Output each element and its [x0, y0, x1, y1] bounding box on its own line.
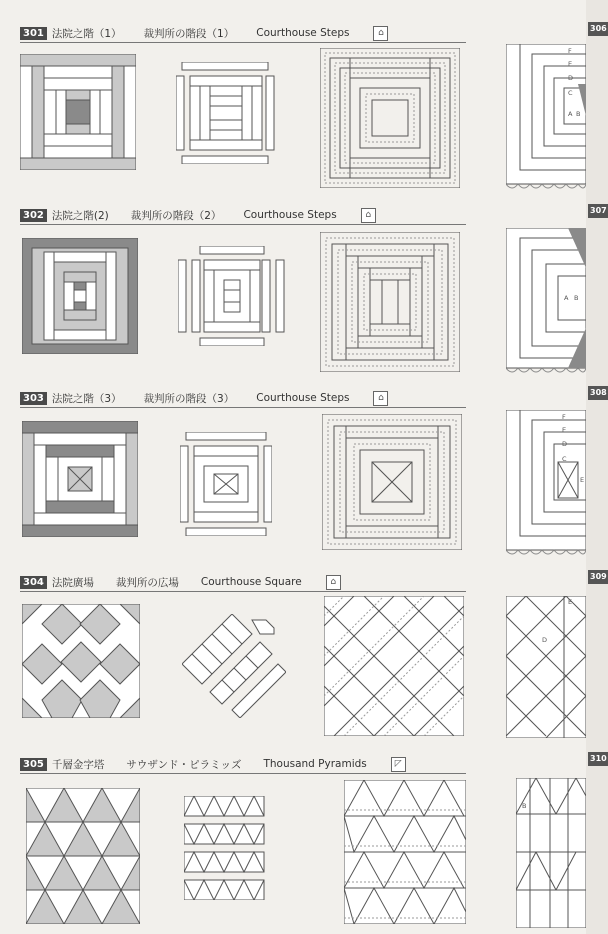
next-page-edge [586, 0, 608, 934]
house-icon: ⌂ [326, 575, 341, 590]
block-302-cutting-diagram [320, 232, 460, 372]
japanese-title: 裁判所の階段（1） [143, 27, 235, 40]
house-icon: ⌂ [373, 26, 388, 41]
block-301-exploded [176, 62, 276, 164]
english-title: Thousand Pyramids [263, 758, 367, 770]
pyramid-icon: ◸ [391, 757, 406, 772]
piece-letter: E [562, 426, 567, 434]
section-number: 302 [20, 209, 47, 222]
section-number: 304 [20, 576, 47, 589]
house-icon: ⌂ [361, 208, 376, 223]
section-number: 305 [20, 758, 47, 771]
english-title: Courthouse Steps [256, 392, 350, 404]
section-header-301 [20, 24, 466, 43]
piece-letter: D [542, 636, 548, 644]
block-302-colored [22, 238, 138, 354]
block-305-colored [26, 788, 140, 924]
piece-letter: C [568, 89, 573, 97]
piece-letter: E [568, 60, 573, 68]
block-305-cutting-diagram [344, 780, 466, 924]
piece-letter: D [568, 74, 574, 82]
template-304-partial [506, 596, 586, 738]
japanese-title: 裁判所の広場 [115, 576, 179, 589]
next-page-tag: 306 [588, 22, 608, 36]
chinese-title: 法院之階(2) [51, 209, 109, 222]
block-303-cutting-diagram [322, 414, 462, 550]
block-302-exploded [178, 246, 286, 346]
block-301-colored [20, 54, 136, 170]
piece-letter: D [562, 440, 568, 448]
block-305-exploded [184, 796, 266, 900]
section-header-302 [20, 206, 466, 225]
block-304-cutting-diagram [324, 596, 464, 736]
japanese-title: サウザンド・ピラミッズ [126, 758, 242, 771]
section-number: 301 [20, 27, 47, 40]
block-304-colored [22, 604, 140, 718]
chinese-title: 千層金字塔 [51, 758, 105, 771]
piece-letter: E [580, 476, 585, 484]
piece-letter: F [562, 413, 566, 421]
english-title: Courthouse Steps [256, 27, 350, 39]
section-header-304 [20, 573, 466, 592]
template-305-partial [516, 778, 586, 928]
section-header-303 [20, 389, 466, 408]
section-header-305 [20, 755, 466, 774]
block-304-exploded [182, 614, 286, 718]
next-page-tag: 310 [588, 752, 608, 766]
english-title: Courthouse Steps [243, 209, 337, 221]
template-302-partial [506, 228, 586, 376]
chinese-title: 法院廣場 [51, 576, 94, 589]
piece-letter: E [568, 598, 573, 606]
next-page-tag: 309 [588, 570, 608, 584]
chinese-title: 法院之階（3） [51, 392, 122, 405]
piece-letter: B [576, 110, 581, 118]
english-title: Courthouse Square [200, 576, 302, 588]
chinese-title: 法院之階（1） [51, 27, 122, 40]
house-icon: ⌂ [373, 391, 388, 406]
block-301-cutting-diagram [320, 48, 460, 188]
piece-letter: B [574, 294, 579, 302]
piece-letter: B [522, 802, 527, 810]
template-301-partial [506, 44, 586, 192]
next-page-tag: 307 [588, 204, 608, 218]
next-page-tag: 308 [588, 386, 608, 400]
piece-letter: A [564, 294, 569, 302]
template-303-partial [506, 410, 586, 558]
japanese-title: 裁判所の階段（2） [130, 209, 222, 222]
piece-letter: A [568, 110, 573, 118]
piece-letter: F [568, 47, 572, 55]
section-number: 303 [20, 392, 47, 405]
block-303-colored [22, 421, 138, 537]
block-303-exploded [180, 432, 272, 536]
piece-letter: C [562, 455, 567, 463]
japanese-title: 裁判所の階段（3） [143, 392, 235, 405]
